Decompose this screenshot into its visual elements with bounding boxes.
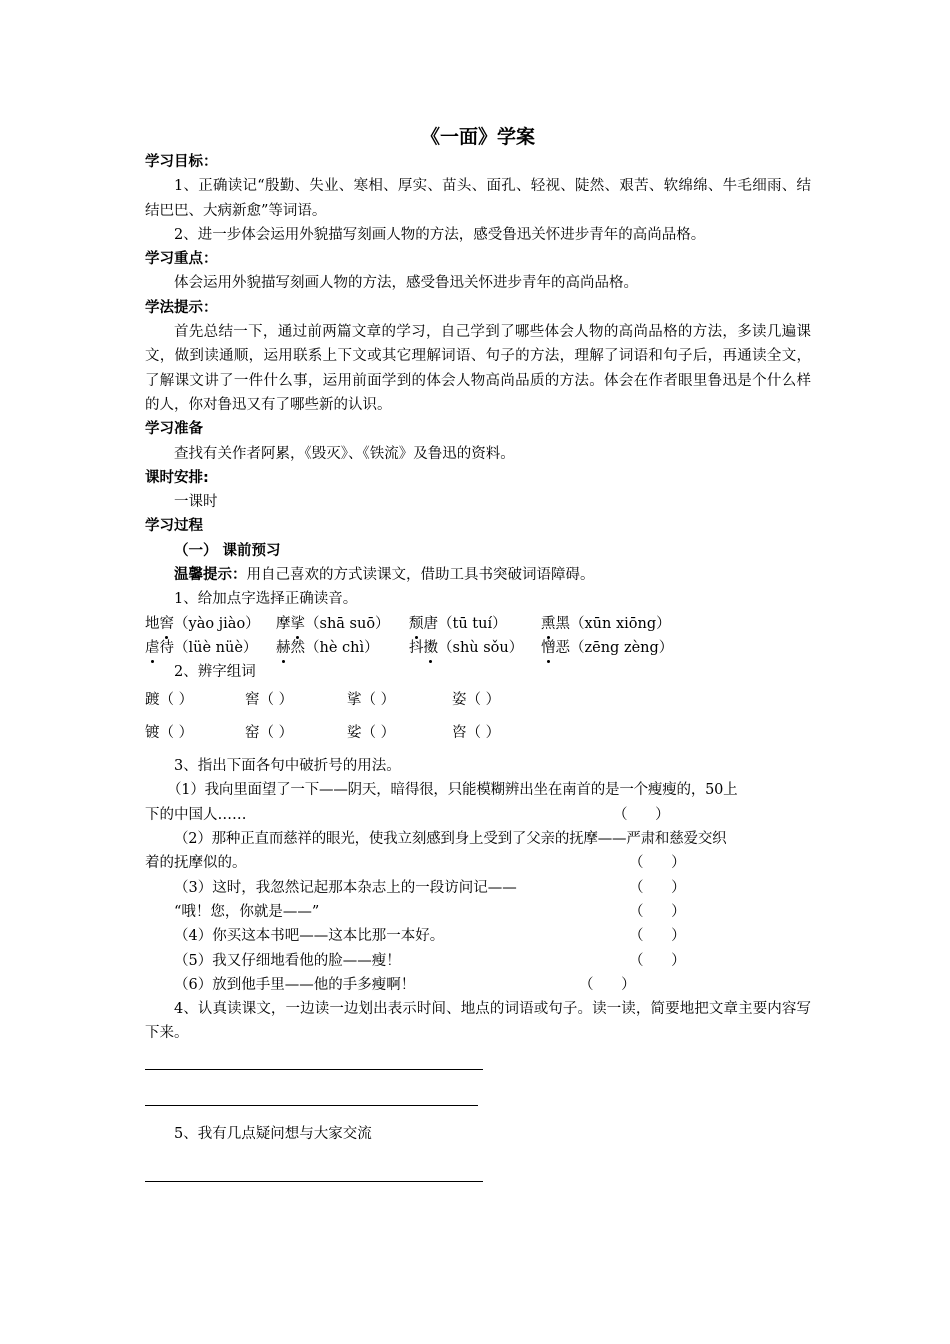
tip-line: [145, 563, 811, 587]
answer-paren: （ ）: [629, 952, 686, 969]
answer-paren: （ ）: [579, 976, 636, 993]
sentence-1b: 下的中国人…… （ ）: [145, 803, 811, 827]
sentence-5: （5）我又仔细地看他的脸——瘦！ （ ）: [145, 949, 811, 973]
tip-text: 用自己喜欢的方式读课文，借助工具书突破词语障碍。: [246, 567, 595, 584]
pinyin-item: 抖擞（shù sǒu）: [409, 636, 541, 660]
pinyin-item: 摩挲（shā suō）: [276, 612, 409, 636]
answer-line[interactable]: [145, 1104, 478, 1106]
dotted-char: 窖: [160, 612, 175, 636]
answer-paren: （ ）: [629, 903, 686, 920]
focus-heading: 学习重点：: [145, 251, 218, 268]
char-item: 窑（ ）: [245, 724, 294, 741]
question-4: 4、认真读课文，一边读一边划出表示时间、地点的词语或句子。读一读，简要地把文章主要内容写下来。: [145, 1001, 811, 1042]
goals-item-1: 1、正确读记“殷勤、失业、寒相、厚实、苗头、面孔、轻视、陡然、艰苦、软绵绵、牛毛细雨、结结巴巴、大病新愈”等词语。: [145, 178, 811, 219]
sentence-6: （6）放到他手里——他的手多瘦啊！ （ ）: [145, 973, 811, 997]
question-2: 2、辨字组词: [174, 664, 256, 681]
pinyin-item: 地窖（yào jiào）: [145, 612, 276, 636]
pinyin-row-1: [145, 612, 811, 636]
dotted-char: 虐: [145, 636, 160, 660]
pinyin-item: 熏黑（xūn xiōng）: [541, 612, 671, 636]
process-heading: 学习过程: [145, 518, 203, 535]
dotted-char: 熏: [541, 612, 556, 636]
question-1: 1、给加点字选择正确读音。: [174, 591, 358, 608]
method-heading: 学法提示：: [145, 299, 218, 316]
answer-paren: （ ）: [629, 855, 686, 872]
char-item: 踱（ ）: [145, 691, 194, 708]
dotted-char: 赫: [276, 636, 291, 660]
answer-paren: （ ）: [629, 879, 686, 896]
sentence-3b: “哦！您，你就是——” （ ）: [145, 900, 811, 924]
pinyin-item: 虐待（lüè nüè）: [145, 636, 276, 660]
char-item: 姿（ ）: [452, 691, 501, 708]
pinyin-item: 颓唐（tū tuí）: [409, 612, 541, 636]
question-5: 5、我有几点疑问想与大家交流: [174, 1125, 372, 1142]
answer-paren: （ ）: [629, 928, 686, 945]
pinyin-item: 赫然（hè chì）: [276, 636, 409, 660]
char-item: 挲（ ）: [347, 691, 396, 708]
char-row-2: [145, 721, 811, 745]
goals-item-2: 2、进一步体会运用外貌描写刻画人物的方法，感受鲁迅关怀进步青年的高尚品格。: [174, 226, 706, 243]
sentence-3a: （3）这时，我忽然记起那本杂志上的一段访问记—— （ ）: [145, 876, 811, 900]
method-text: 首先总结一下，通过前两篇文章的学习，自己学到了哪些体会人物的高尚品格的方法，多读几遍课文，做到读通顺，运用联系上下文或其它理解词语、句子的方法，理解了词语和句子后，再通读全文，了解课文讲了一件什么事，运用前面学到的体会人物高尚品质的方法。体会在作者眼里鲁迅是个什么样的人，你对鲁迅又有了哪些新的认识。: [145, 324, 811, 413]
dotted-char: 憎: [541, 636, 556, 660]
sentence-1a: （1）我向里面望了一下——阴天，暗得很，只能模糊辨出坐在南首的是一个瘦瘦的，50上: [167, 782, 738, 799]
sentence-2b: 着的抚摩似的。 （ ）: [145, 851, 811, 875]
focus-text: 体会运用外貌描写刻画人物的方法，感受鲁迅关怀进步青年的高尚品格。: [174, 275, 638, 292]
pinyin-row-2: [145, 636, 811, 660]
char-item: 窖（ ）: [245, 691, 294, 708]
dotted-char: 擞: [424, 636, 439, 660]
dotted-char: 挲: [291, 612, 306, 636]
goals-heading: 学习目标：: [145, 154, 218, 170]
dotted-char: 颓: [409, 612, 424, 636]
char-row-1: [145, 688, 811, 712]
schedule-heading: 课时安排:: [145, 469, 209, 486]
char-item: 娑（ ）: [347, 724, 396, 741]
prep-heading: 学习准备: [145, 421, 203, 438]
page-title: 《一面》学案: [420, 126, 535, 148]
answer-paren: （ ）: [613, 806, 670, 823]
document-content: [145, 124, 811, 1182]
prep-text: 查找有关作者阿累，《毁灭》、《铁流》及鲁迅的资料。: [174, 445, 515, 462]
section-preview-heading: （一） 课前预习: [174, 542, 281, 559]
tip-label: 温馨提示：: [174, 567, 247, 584]
answer-line[interactable]: [145, 1180, 483, 1182]
question-3: 3、指出下面各句中破折号的用法。: [174, 758, 401, 775]
sentence-2a: （2）那种正直而慈祥的眼光，使我立刻感到身上受到了父亲的抚摩——严肃和慈爱交织: [174, 831, 727, 848]
answer-line[interactable]: [145, 1068, 483, 1070]
char-item: 镀（ ）: [145, 724, 194, 741]
schedule-text: 一课时: [174, 494, 218, 511]
char-item: 咨（ ）: [452, 724, 501, 741]
sentence-4: （4）你买这本书吧——这本比那一本好。 （ ）: [145, 924, 811, 948]
pinyin-item: 憎恶（zēng zèng）: [541, 636, 673, 660]
